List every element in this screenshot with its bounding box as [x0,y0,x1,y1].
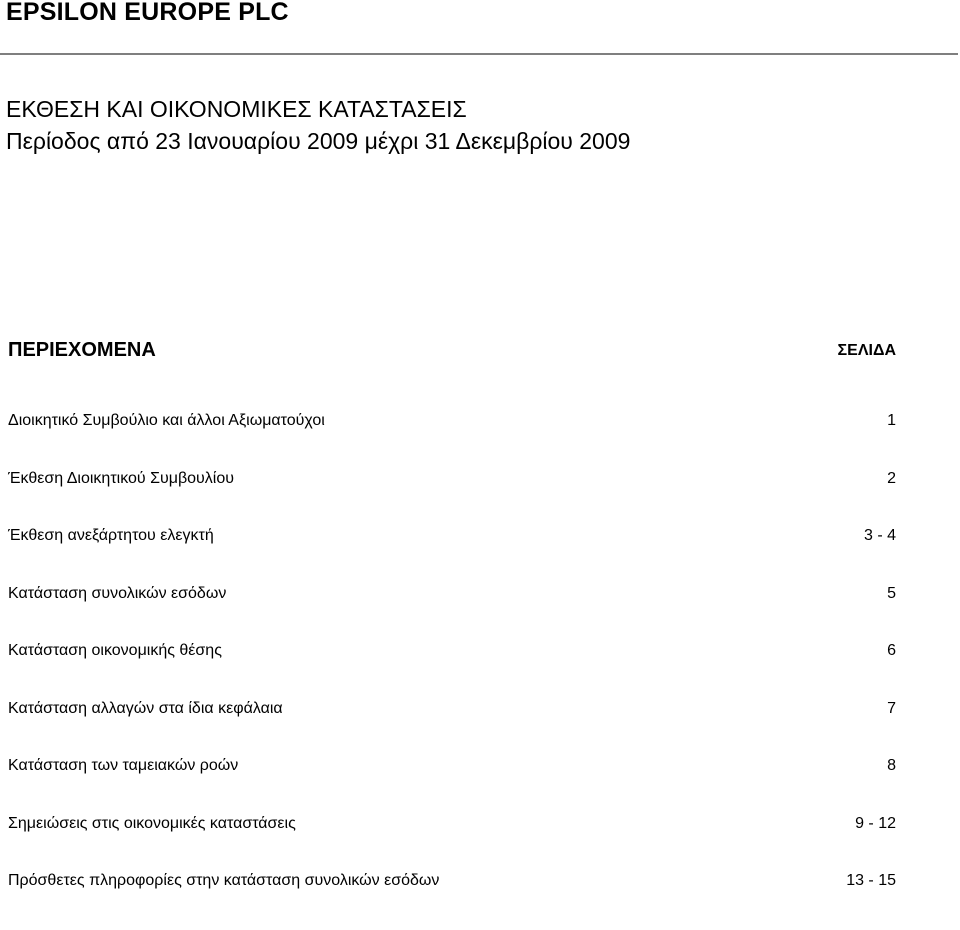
table-of-contents [8,412,896,930]
toc-entry-financial-position [8,642,896,700]
toc-entry-board-and-officers [8,412,896,470]
toc-entry-page: 5 [887,584,896,602]
toc-entry-title: Έκθεση Διοικητικού Συμβουλίου [8,469,234,487]
toc-entry-page: 7 [887,699,896,717]
toc-entry-additional-info [8,872,896,930]
toc-entry-notes [8,815,896,873]
toc-entry-title: Πρόσθετες πληροφορίες στην κατάσταση συνολικών εσόδων [8,872,440,889]
toc-entry-title: Σημειώσεις στις οικονομικές καταστάσεις [8,814,296,832]
toc-entry-auditor-report [8,527,896,585]
toc-entry-title: Κατάσταση των ταμειακών ροών [8,757,239,774]
toc-entry-comprehensive-income [8,585,896,643]
contents-heading: ΠΕΡΙΕΧΟΜΕΝΑ [8,339,156,361]
toc-entry-title: Κατάσταση συνολικών εσόδων [8,584,227,602]
toc-entry-board-report [8,470,896,528]
toc-entry-cash-flows [8,757,896,815]
toc-entry-title: Έκθεση ανεξάρτητου ελεγκτή [8,527,214,544]
toc-entry-page: 2 [887,469,896,487]
toc-entry-page: 1 [887,412,896,429]
toc-entry-title: Κατάσταση οικονομικής θέσης [8,642,222,659]
report-title: ΕΚΘΕΣΗ ΚΑΙ ΟΙΚΟΝΟΜΙΚΕΣ ΚΑΤΑΣΤΑΣΕΙΣ [6,96,467,122]
toc-entry-page: 8 [887,757,896,774]
toc-entry-page: 6 [887,642,896,659]
company-name: EPSILON EUROPE PLC [6,0,289,26]
toc-entry-title: Κατάσταση αλλαγών στα ίδια κεφάλαια [8,699,283,717]
page-column-heading: ΣΕΛΙΔΑ [837,342,896,359]
toc-entry-page: 3 - 4 [863,527,896,544]
toc-entry-changes-in-equity [8,700,896,758]
report-period: Περίοδος από 23 Ιανουαρίου 2009 μέχρι 31 Δεκεμβρίου 2009 [6,128,631,154]
toc-entry-page: 13 - 15 [846,872,896,889]
header-divider [0,53,958,55]
toc-entry-page: 9 - 12 [855,814,896,832]
toc-entry-title: Διοικητικό Συμβούλιο και άλλοι Αξιωματούχοι [8,412,325,429]
